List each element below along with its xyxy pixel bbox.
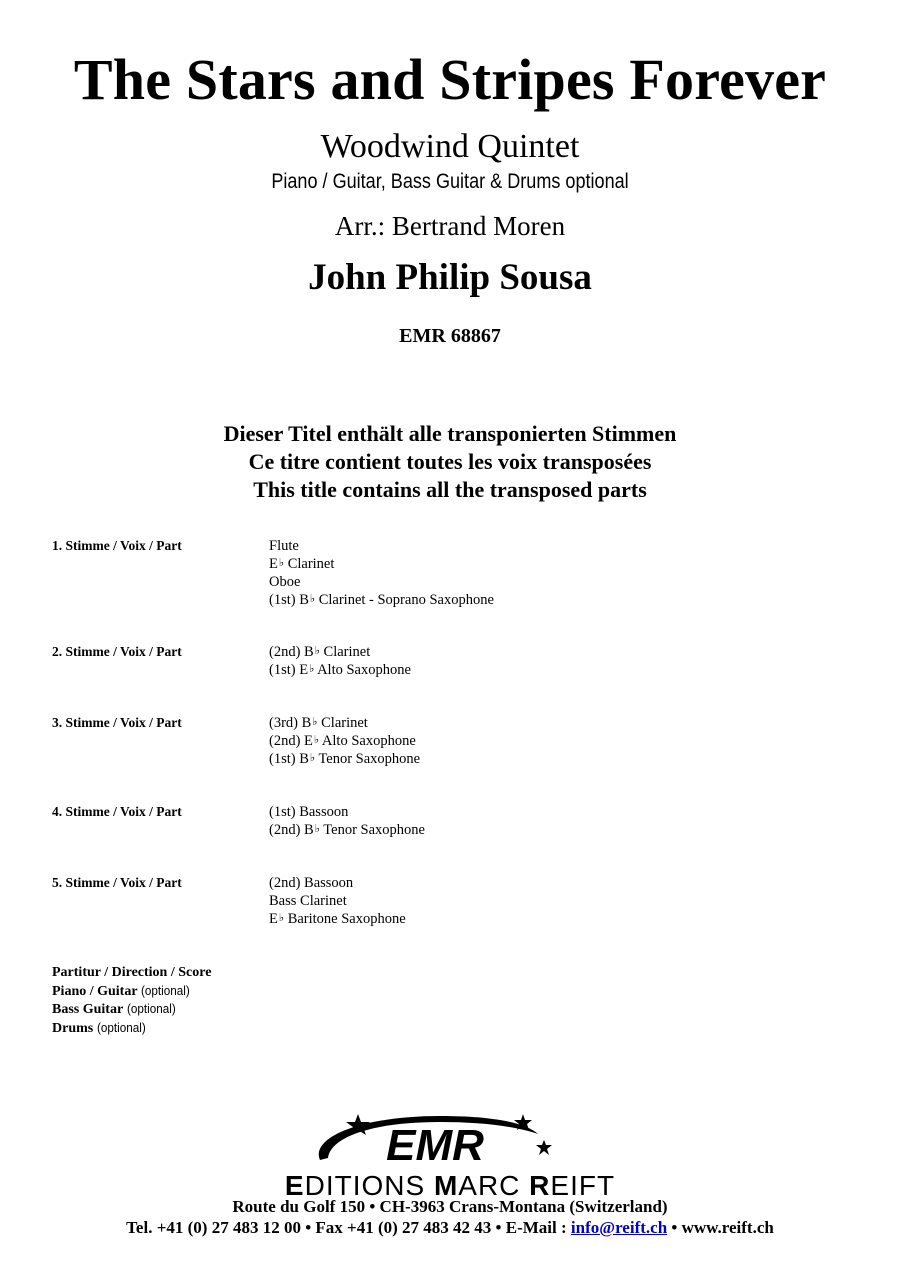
instrument-line: Bass Clarinet bbox=[269, 893, 347, 909]
logo-text: EMR bbox=[386, 1121, 484, 1170]
website-text: • www.reift.ch bbox=[667, 1218, 774, 1237]
publisher-contact bbox=[0, 1218, 900, 1238]
flat-sign: ♭ bbox=[314, 645, 320, 657]
star-icon bbox=[536, 1140, 552, 1155]
notice-german: Dieser Titel enthält alle transponierten Stimmen bbox=[223, 421, 677, 446]
part-5-label: 5. Stimme / Voix / Part bbox=[52, 875, 182, 890]
part-4-label: 4. Stimme / Voix / Part bbox=[52, 804, 182, 819]
contact-phone-fax: Tel. +41 (0) 27 483 12 00 • Fax +41 (0) 27 483 42 43 • E-Mail : bbox=[126, 1218, 571, 1237]
instrument-line: E♭ Baritone Saxophone bbox=[269, 911, 406, 927]
part-5-instruments bbox=[269, 874, 406, 928]
part-3-label: 3. Stimme / Voix / Part bbox=[52, 715, 182, 730]
optional-tag: (optional) bbox=[126, 1001, 176, 1016]
publisher-initial: R bbox=[529, 1170, 551, 1201]
flat-sign: ♭ bbox=[309, 752, 316, 764]
instrument-line: Oboe bbox=[269, 574, 301, 590]
instrument-line: (3rd) B♭ Clarinet bbox=[269, 715, 368, 731]
optional-instruments-line: Piano / Guitar, Bass Guitar & Drums optional bbox=[271, 170, 629, 193]
notice-french: Ce titre contient toutes les voix transposées bbox=[248, 449, 652, 474]
email-link[interactable]: info@reift.ch bbox=[570, 1218, 668, 1237]
instrument-line: E♭ Clarinet bbox=[269, 556, 335, 572]
part-2-instruments bbox=[269, 643, 411, 679]
instrument-line: (2nd) Bassoon bbox=[269, 875, 354, 891]
arranger-credit: Arr.: Bertrand Moren bbox=[334, 211, 566, 241]
instrument-line: (1st) E♭ Alto Saxophone bbox=[269, 662, 411, 678]
instrument-line: Flute bbox=[269, 538, 299, 554]
catalog-number: EMR 68867 bbox=[399, 325, 501, 347]
part-1-instruments bbox=[269, 537, 494, 609]
notice-english: This title contains all the transposed parts bbox=[253, 477, 647, 502]
score-label: Partitur / Direction / Score bbox=[52, 965, 212, 980]
instrument-line: (1st) Bassoon bbox=[269, 804, 349, 820]
bass-guitar-label: Bass Guitar bbox=[52, 1002, 124, 1017]
instrument-line: (2nd) B♭ Tenor Saxophone bbox=[269, 822, 425, 838]
composer-name: John Philip Sousa bbox=[308, 257, 592, 298]
instrument-line: (1st) B♭ Tenor Saxophone bbox=[269, 751, 421, 767]
part-1-label: 1. Stimme / Voix / Part bbox=[52, 538, 182, 553]
additional-parts bbox=[52, 964, 211, 1037]
optional-tag: (optional) bbox=[141, 982, 190, 998]
emr-logo bbox=[300, 1108, 560, 1170]
part-2-label: 2. Stimme / Voix / Part bbox=[52, 644, 182, 659]
flat-sign: ♭ bbox=[278, 912, 285, 924]
flat-sign: ♭ bbox=[312, 716, 318, 728]
flat-sign: ♭ bbox=[309, 663, 315, 675]
instrument-line: (2nd) E♭ Alto Saxophone bbox=[269, 733, 416, 749]
publisher-initial: M bbox=[433, 1170, 459, 1201]
drums-label: Drums bbox=[52, 1020, 94, 1036]
flat-sign: ♭ bbox=[278, 557, 285, 569]
ensemble-subtitle: Woodwind Quintet bbox=[320, 128, 580, 165]
part-3-instruments bbox=[269, 714, 420, 768]
page-title: The Stars and Stripes Forever bbox=[73, 47, 827, 112]
publisher-initial: E bbox=[284, 1170, 305, 1201]
part-4-instruments bbox=[269, 803, 425, 839]
instrument-line: (2nd) B♭ Clarinet bbox=[269, 644, 371, 660]
flat-sign: ♭ bbox=[313, 734, 320, 746]
publisher-address: Route du Golf 150 • CH-3963 Crans-Montana (Switzerland) bbox=[232, 1197, 668, 1216]
optional-tag: (optional) bbox=[96, 1019, 146, 1035]
publisher-name: EDITIONS MARC REIFT bbox=[284, 1170, 616, 1201]
instrument-line: (1st) B♭ Clarinet - Soprano Saxophone bbox=[269, 592, 494, 608]
piano-guitar-label: Piano / Guitar bbox=[52, 983, 138, 999]
flat-sign: ♭ bbox=[309, 593, 316, 605]
flat-sign: ♭ bbox=[314, 823, 320, 835]
